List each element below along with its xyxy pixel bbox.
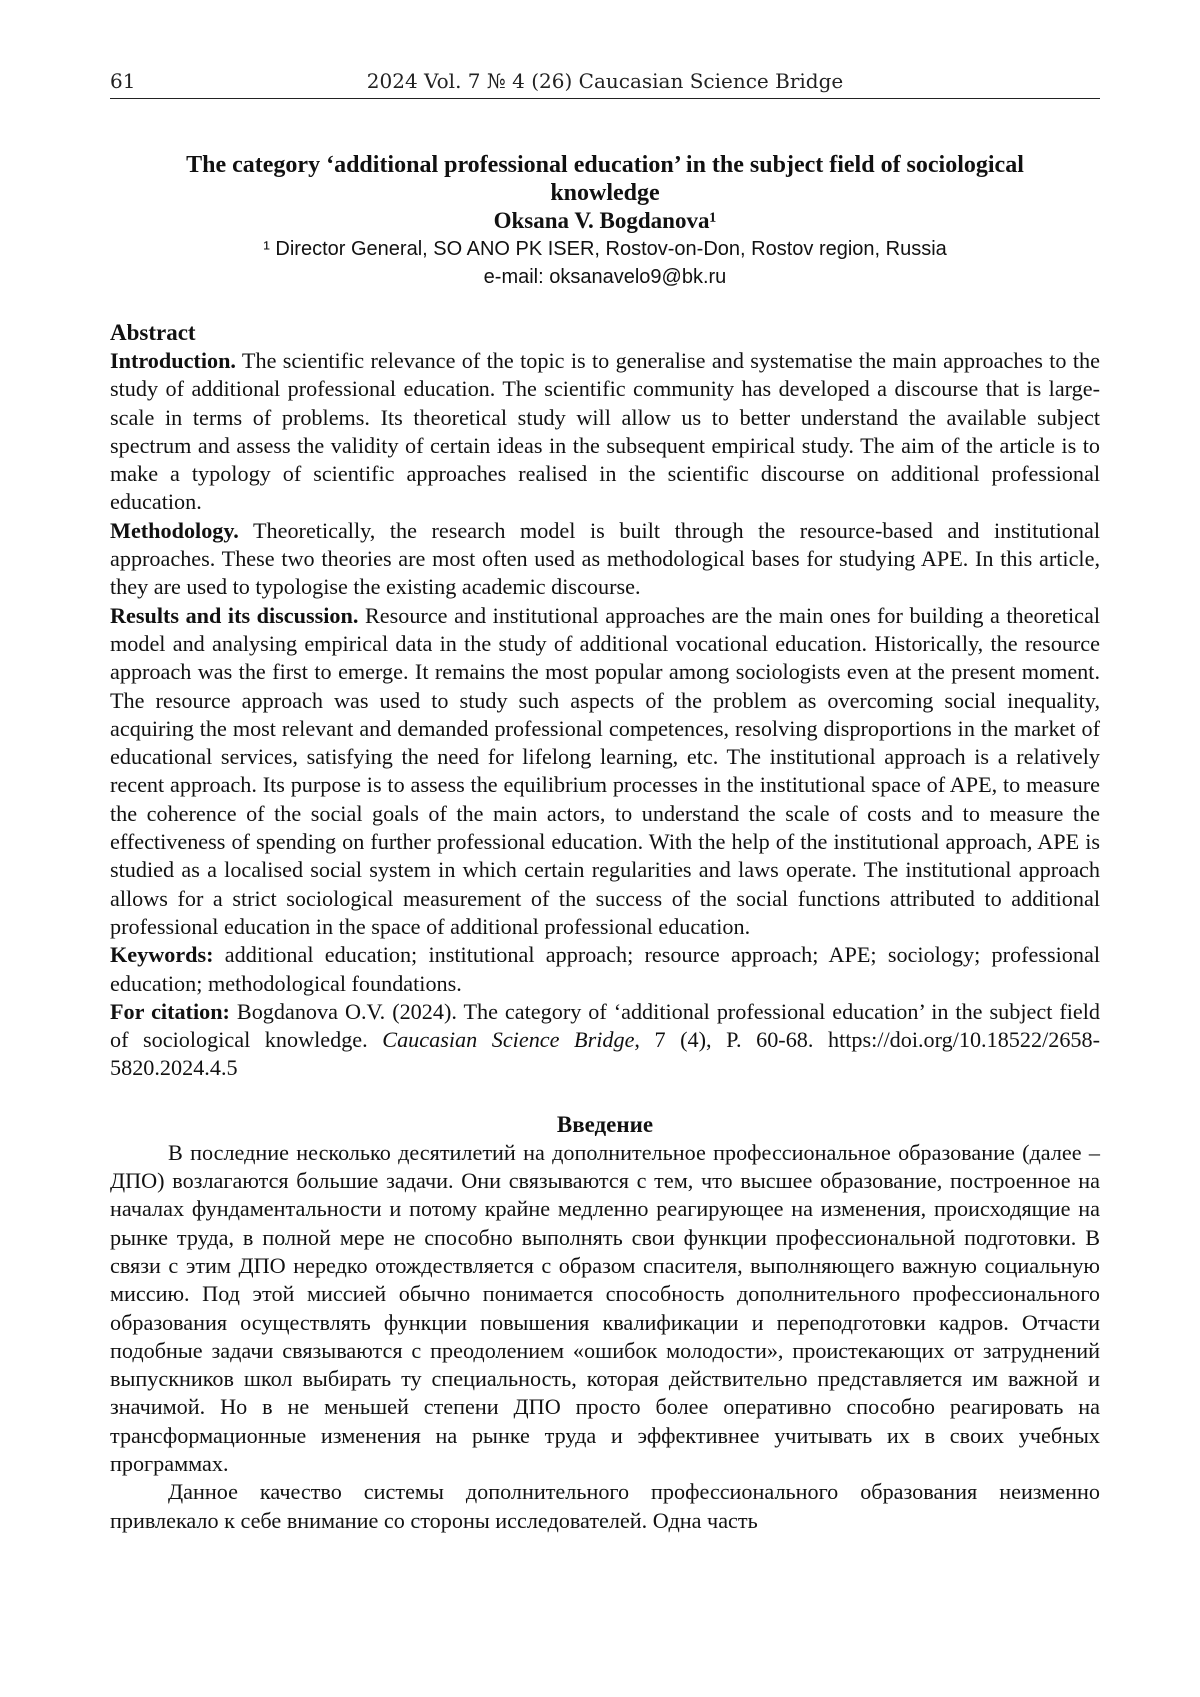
abstract-results-label: Results and its discussion. (110, 602, 359, 628)
abstract-keywords (110, 941, 1100, 998)
abstract-results-text: Resource and institutional approaches are the main ones for building a theoretical model and analysing empirical data in the study of additional vocational education. Historically, the resource approach was the first to emerge. It remains the most popular among sociologists even at the present moment. The resource approach was used to study such aspects of the problem as overcoming social inequality, acquiring the most relevant and demanded professional competences, resolving disproportions in the market of educational services, satisfying the need for lifelong learning, etc. The institutional approach is a relatively recent approach. Its purpose is to assess the equilibrium processes in the institutional space of APE, to measure the coherence of the social goals of the main actors, to understand the scale of costs and to measure the effectiveness of spending on further professional education. With the help of the institutional approach, APE is studied as a localised social system in which certain regularities and laws operate. The institutional approach allows for a strict sociological measurement of the success of the social functions attributed to additional professional education in the space of additional professional education. (110, 602, 1100, 939)
keywords-text: additional education; institutional approach; resource approach; APE; sociology; professional education; methodological foundations. (110, 942, 1100, 996)
introduction-body (110, 1139, 1100, 1535)
abstract-methodology (110, 517, 1100, 602)
abstract-body (110, 347, 1100, 1083)
author-affiliation: ¹ Director General, SO ANO PK ISER, Rostov-on-Don, Rostov region, Russia (263, 238, 947, 260)
abstract-introduction-label: Introduction. (110, 348, 236, 373)
abstract-methodology-label: Methodology. (110, 517, 239, 543)
article-title: The category ‘additional professional education’ in the subject field of sociological knowledge (186, 152, 1024, 206)
abstract-methodology-text: Theoretically, the research model is built through the resource-based and institutional approaches. These two theories are most often used as methodological bases for studying APE. In this article, they are used to typologise the existing academic discourse. (110, 517, 1100, 600)
citation-text-after: , 7 (4), P. 60-68. https://doi.org/10.18522/2658-5820.2024.4.5 (110, 1027, 1101, 1081)
author-email: e-mail: oksanavelo9@bk.ru (483, 266, 727, 288)
abstract-results (110, 602, 1100, 942)
journal-issue-line: 2024 Vol. 7 № 4 (26) Caucasian Science Bridge (366, 69, 844, 93)
abstract-heading: Abstract (110, 320, 196, 345)
article-title-block (110, 151, 1100, 291)
citation-journal-name: Caucasian Science Bridge (382, 1027, 635, 1053)
page-number: 61 (110, 69, 136, 93)
citation-text-before: Bogdanova O.V. (2024). The category of ‘additional professional education’ in the subject field of sociological knowledge. (110, 998, 1100, 1053)
introduction-paragraph-2: Данное качество системы дополнительного профессионального образования неизменно привлекало к себе внимание со стороны исследователей. Одна часть (110, 1479, 1100, 1533)
section-heading-introduction: Введение (556, 1111, 654, 1137)
abstract-citation (110, 998, 1100, 1083)
keywords-label: Keywords: (110, 942, 214, 968)
abstract-introduction-text: The scientific relevance of the topic is to generalise and systematise the main approaches to the study of additional professional education. The scientific community has developed a discourse that is large-scale in terms of problems. Its theoretical study will allow us to better understand the available subject spectrum and assess the validity of certain ideas in the subsequent empirical study. The aim of the article is to make a typology of scientific approaches realised in the scientific discourse on additional professional education. (110, 348, 1100, 515)
author-name: Oksana V. Bogdanova¹ (493, 208, 717, 233)
introduction-paragraph-1: В последние несколько десятилетий на дополнительное профессиональное образование (далее – ДПО) возлагаются большие задачи. Они связываются с тем, что высшее образование, построенное на началах фундаментальности и потому крайне медленно реагирующее на изменения, происходящие на рынке труда, в полной мере не способно выполнять свои функции профессиональной подготовки. В связи с этим ДПО нередко отождествляется с образом спасителя, выполняющего важную социальную миссию. Под этой миссией обычно понимается способность дополнительного профессионального образования осуществлять функции повышения квалификации и переподготовки кадров. Отчасти подобные задачи связываются с преодолением «ошибок молодости», проистекающих от затруднений выпускников школ выбирать ту специальность, которая действительно представляется им важной и значимой. Но в не меньшей степени ДПО просто более оперативно способно реагировать на трансформационные изменения на рынке труда и эффективнее учитывать их в своих учебных программах. (110, 1139, 1100, 1476)
running-header (110, 68, 1100, 99)
abstract-introduction (110, 347, 1100, 517)
citation-label: For citation: (110, 998, 230, 1024)
